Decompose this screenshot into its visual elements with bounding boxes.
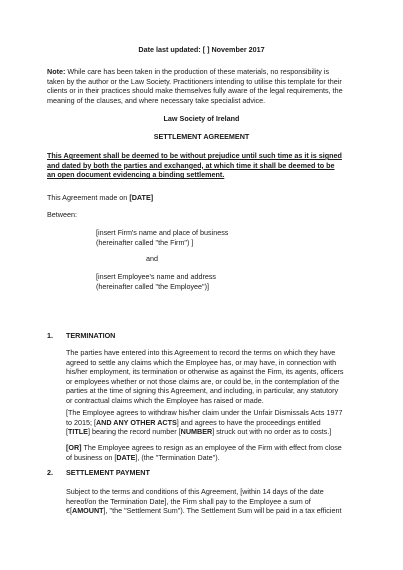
note-line: meaning of the clauses, and where necessary take specialist advice.: [47, 95, 266, 105]
note-label: Note:: [47, 67, 66, 76]
paragraph-line: agreed to settle any claims which the Employee has, or may have, in connection with: [66, 357, 337, 367]
party-firm: [96, 228, 228, 247]
text-fragment: The Employee agrees to resign as an employee of the Firm with effect from close: [81, 443, 342, 452]
party-line: (hereinafter called "the Firm") ]: [96, 237, 194, 247]
payment-paragraph-1: [66, 487, 358, 516]
text-fragment: ] bearing the record number [: [87, 427, 181, 437]
document-title: SETTLEMENT AGREEMENT: [153, 132, 250, 141]
party-employee: [96, 272, 216, 291]
text-fragment: of business on [: [66, 452, 117, 462]
paragraph-line: The parties have entered into this Agreement to record the terms on which they have: [66, 348, 336, 357]
paragraph-line: hereof/on the Termination Date], the Firm shall pay to the Employee a sum of: [66, 496, 311, 506]
date-label: Date last updated:: [138, 45, 203, 54]
section-heading-termination: TERMINATION: [66, 331, 116, 340]
paragraph-line: or employees whether or not those claims are, or could be, in the contemplation of the: [66, 376, 340, 386]
date-placeholder: [ ]: [202, 45, 210, 54]
agreement-made-on: [47, 193, 153, 203]
note-paragraph: [47, 67, 357, 105]
clause-line: This Agreement shall be deemed to be without prejudice until such time as it is signed: [47, 151, 342, 160]
made-on-date: [DATE]: [129, 193, 154, 202]
text-fragment: ] struck out with no order as to costs.]: [212, 427, 332, 437]
section-number: 2.: [47, 468, 53, 477]
number-placeholder: NUMBER: [180, 427, 213, 437]
between-label: Between:: [47, 210, 77, 219]
text-fragment: [: [66, 427, 68, 437]
org-name: Law Society of Ireland: [163, 114, 240, 123]
note-line: taken by the author or the Law Society. Practitioners intending to utilise this template for their: [47, 76, 342, 86]
section-number: 1.: [47, 331, 53, 340]
text-fragment: €[: [66, 506, 72, 516]
paragraph-line: or contractual claims which the Employee has raised or made.: [66, 395, 264, 405]
party-line: (hereinafter called "the Employee")]: [96, 281, 209, 291]
made-on-label: This Agreement made on: [47, 193, 130, 202]
amount-placeholder: AMOUNT: [72, 506, 104, 516]
clause-line: an open document evidencing a binding settlement.: [47, 170, 225, 180]
clause-line: and dated by both the parties and exchanged, at which time it shall be deemed to be: [47, 160, 335, 170]
acts-placeholder: AND ANY OTHER ACTS: [95, 417, 177, 427]
party-line: [insert Firm's name and place of business: [96, 228, 229, 237]
text-fragment: ] and agrees to have the proceedings entitled: [176, 417, 321, 427]
or-label: [OR]: [66, 443, 82, 452]
text-fragment: to 2015; [: [66, 417, 96, 427]
termination-paragraph-2: [66, 408, 358, 437]
paragraph-line: parties at the time of signing this Agreement, and including, in particular, any statutory: [66, 386, 339, 396]
paragraph-line: Subject to the terms and conditions of this Agreement, [within 14 days of the date: [66, 487, 324, 496]
date-last-updated: [0, 45, 403, 55]
note-line: clients or in their practices should make themselves fully aware of the legal requirements, the: [47, 86, 343, 96]
note-line: While care has been taken in the production of these materials, no responsibility is: [65, 67, 330, 76]
and-label: and: [146, 254, 158, 263]
without-prejudice-clause: [47, 151, 359, 180]
text-fragment: ], (the "Termination Date").: [135, 452, 220, 462]
termination-paragraph-3: [66, 443, 358, 462]
date-placeholder: DATE: [116, 452, 136, 462]
section-heading-settlement-payment: SETTLEMENT PAYMENT: [66, 468, 150, 477]
paragraph-line: [The Employee agrees to withdraw his/her claim under the Unfair Dismissals Acts 1977: [66, 408, 343, 417]
title-placeholder: TITLE: [68, 427, 88, 437]
termination-paragraph-1: [66, 348, 358, 406]
party-line: [insert Employee's name and address: [96, 272, 217, 281]
paragraph-line: his/her employment, its termination or otherwise as against the Firm, its agents, officers: [66, 367, 344, 377]
text-fragment: ], "the "Settlement Sum"). The Settlement Sum will be paid in a tax efficient: [103, 506, 342, 516]
date-month-year: November 2017: [209, 45, 265, 54]
